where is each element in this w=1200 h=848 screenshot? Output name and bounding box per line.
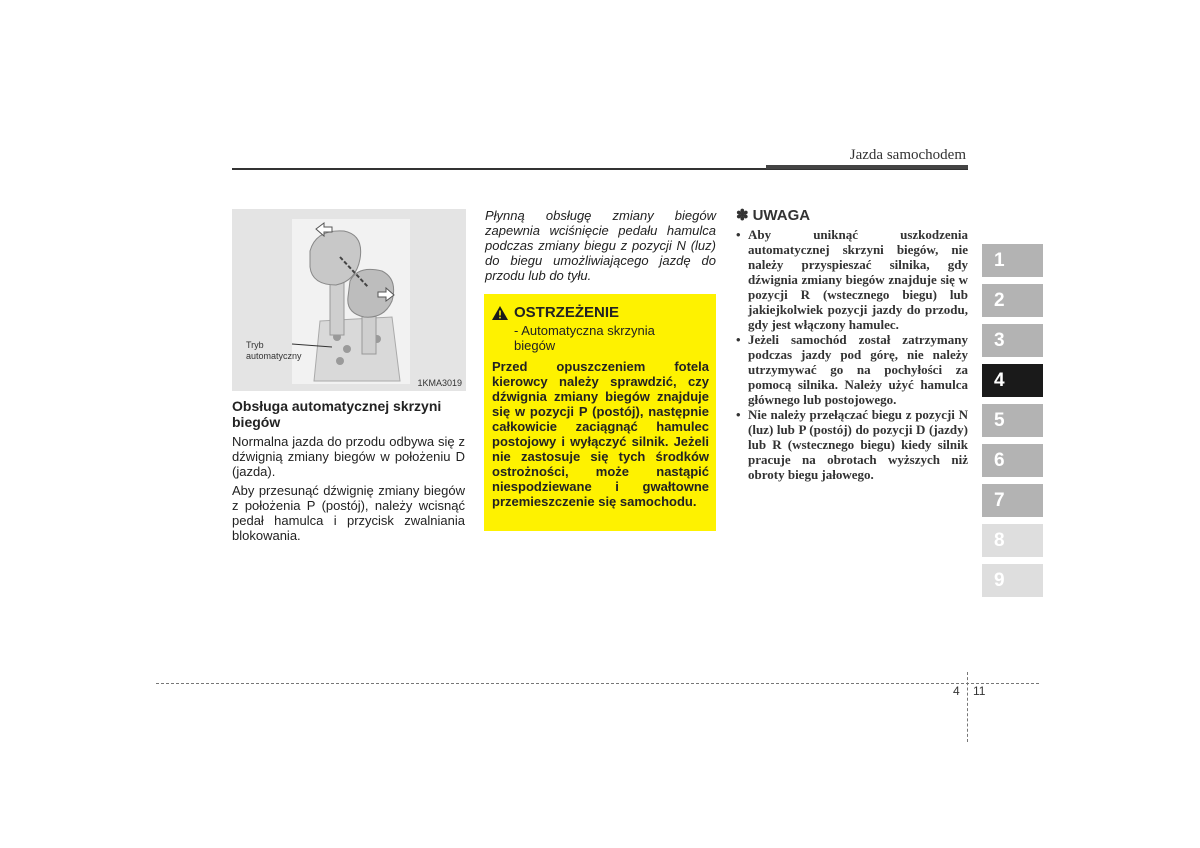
italic-tip-text: Płynną obsługę zmiany biegów zapewnia wciśnięcie pedału hamulca podczas zmiany biegu z pozycji N (luz) do biegu umożliwiającego jazdę do przodu lub do tyłu.	[485, 208, 716, 283]
warning-box	[484, 294, 716, 531]
note-title: UWAGA	[752, 206, 811, 224]
chapter-tab-6[interactable]: 6	[982, 444, 1043, 477]
warning-title-row	[492, 304, 709, 322]
warning-body: Przed opuszczeniem fotela kierowcy należy sprawdzić, czy dźwignia zmiany biegów znajduje się w pozycji P (postój), następnie całkowicie zaciągnąć hamulec postojowy i wyłączyć silnik. Jeżeli nie zastosuje się tych środków ostrożności, może nastąpić niespodziewane i gwałtowne przemieszczenie się samochodu.	[492, 359, 709, 509]
footer-rule	[156, 683, 1039, 684]
figure-code: 1KMA3019	[417, 378, 462, 388]
chapter-tab-9[interactable]: 9	[982, 564, 1043, 597]
section-title: Jazda samochodem	[849, 147, 966, 163]
note-symbol-icon: ✽	[736, 207, 749, 224]
footer-divider	[967, 672, 968, 742]
note-list	[734, 227, 968, 482]
note-item: • Jeżeli samochód został zatrzymany podczas jazdy pod górę, nie należy utrzymywać go na pochyłości za pomocą silnika. Należy użyć hamulca głównego lub postojowego.	[734, 332, 968, 407]
chapter-tab-7[interactable]: 7	[982, 484, 1043, 517]
gear-shift-lever-illustration	[232, 209, 466, 391]
chapter-tab-1[interactable]: 1	[982, 244, 1043, 277]
note-item: • Aby uniknąć uszkodzenia automatycznej skrzyni biegów, nie należy przyspieszać silnika, gdy dźwignia zmiany biegów znajduje się w pozycji R (wstecznego biegu) lub jakiejkolwiek pozycji jazdy do przodu, gdy jest włączony hamulec.	[734, 227, 968, 332]
figure-label: Tryb automatyczny	[246, 340, 302, 361]
chapter-tab-8[interactable]: 8	[982, 524, 1043, 557]
chapter-tab-3[interactable]: 3	[982, 324, 1043, 357]
warning-triangle-icon	[492, 306, 508, 320]
footer-chapter-number: 4	[953, 684, 960, 698]
warning-subtitle: - Automatyczna skrzynia biegów	[514, 323, 655, 353]
chapter-tab-2[interactable]: 2	[982, 284, 1043, 317]
note-item: • Nie należy przełączać biegu z pozycji N (luz) lub P (postój) do pozycji D (jazdy) lub R (wstecznego biegu) kiedy silnik pracuje na obrotach wyższych niż obroty biegu jałowego.	[734, 407, 968, 482]
gear-shift-figure	[232, 209, 466, 391]
section-heading: Obsługa automatycznej skrzyni biegów	[232, 398, 442, 430]
paragraph-shift-from-park: Aby przesunąć dźwignię zmiany biegów z położenia P (postój), należy wcisnąć pedał hamulca i przycisk zwalniania blokowania.	[232, 483, 465, 543]
note-heading	[736, 206, 810, 224]
warning-title: OSTRZEŻENIE	[514, 304, 620, 321]
chapter-tabs	[982, 244, 1043, 604]
paragraph-normal-driving: Normalna jazda do przodu odbywa się z dźwignią zmiany biegów w położeniu D (jazda).	[232, 434, 465, 479]
footer-page-number: 11	[973, 684, 986, 698]
chapter-tab-5[interactable]: 5	[982, 404, 1043, 437]
header-rule-accent	[766, 165, 968, 169]
chapter-tab-4[interactable]: 4	[982, 364, 1043, 397]
